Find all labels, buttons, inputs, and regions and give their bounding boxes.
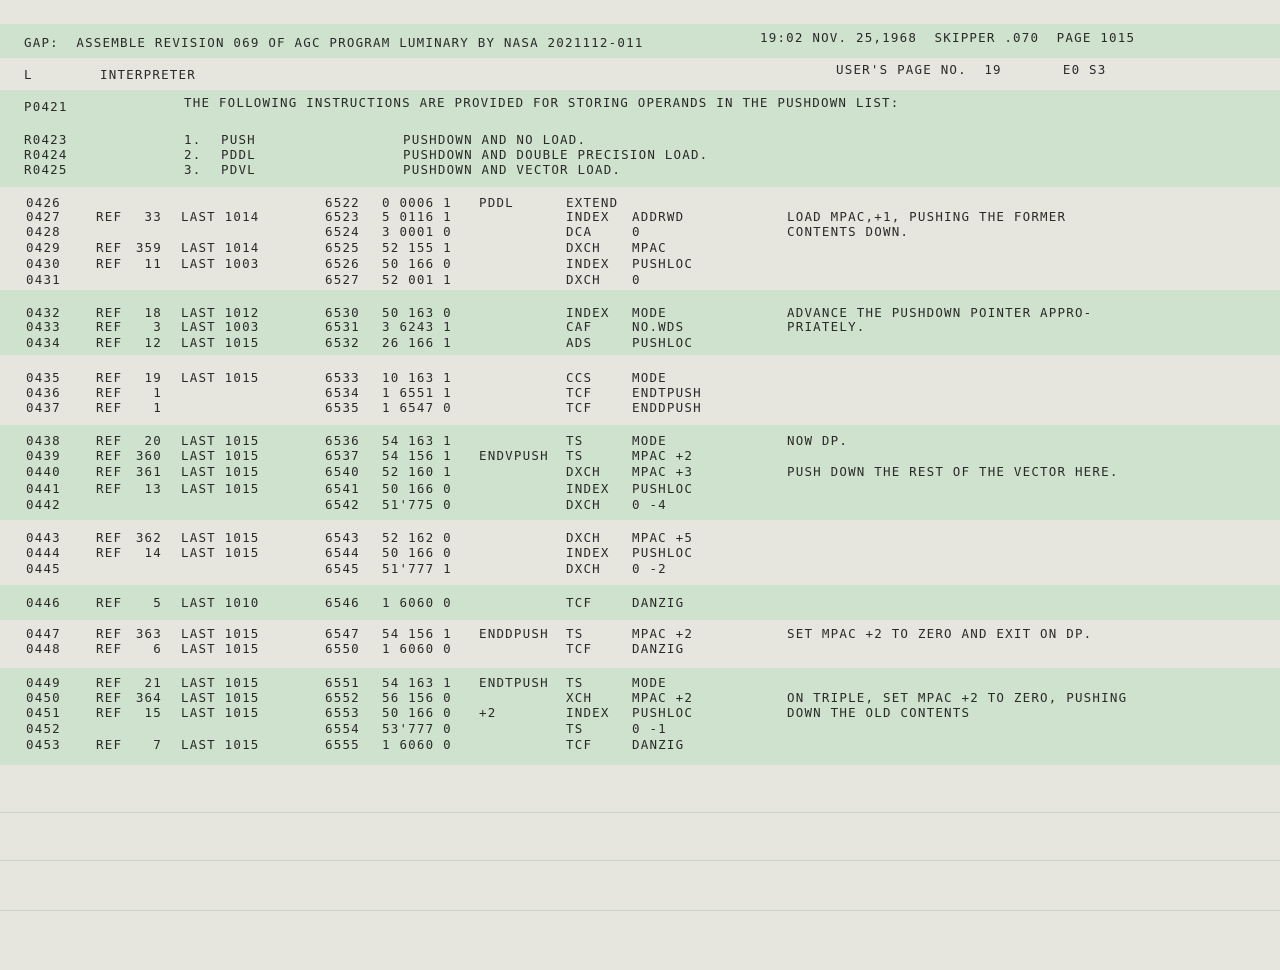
address: 6551	[325, 675, 360, 690]
header-user-page: USER'S PAGE NO. 19 E0 S3	[836, 62, 1107, 77]
ref-keyword: REF	[96, 305, 123, 320]
octal-code: 50 166 0	[382, 545, 452, 560]
octal-code: 53'777 0	[382, 721, 452, 736]
ref-keyword: REF	[96, 705, 123, 720]
intro-item-description: PUSHDOWN AND DOUBLE PRECISION LOAD.	[403, 147, 709, 162]
code-row	[0, 210, 1280, 224]
operand: MODE	[632, 433, 667, 448]
address: 6527	[325, 272, 360, 287]
opcode: TCF	[566, 641, 593, 656]
line-number: 0432	[26, 305, 61, 320]
line-number: 0448	[26, 641, 61, 656]
opcode: TS	[566, 626, 584, 641]
operand: DANZIG	[632, 737, 685, 752]
code-row	[0, 273, 1280, 287]
code-row	[0, 642, 1280, 656]
code-row	[0, 371, 1280, 385]
comment: PRIATELY.	[787, 319, 866, 334]
last-page-ref: LAST 1015	[181, 370, 260, 385]
ref-count: 364	[135, 690, 162, 705]
ref-keyword: REF	[96, 626, 123, 641]
opcode: INDEX	[566, 305, 610, 320]
comment: PUSH DOWN THE REST OF THE VECTOR HERE.	[787, 464, 1119, 479]
comment: SET MPAC +2 TO ZERO AND EXIT ON DP.	[787, 626, 1093, 641]
opcode: DXCH	[566, 561, 601, 576]
label: PDDL	[479, 195, 514, 210]
intro-item-index: 3.	[184, 162, 202, 177]
code-row	[0, 531, 1280, 545]
octal-code: 54 163 1	[382, 433, 452, 448]
last-page-ref: LAST 1015	[181, 705, 260, 720]
operand: DANZIG	[632, 641, 685, 656]
address: 6534	[325, 385, 360, 400]
last-page-ref: LAST 1003	[181, 319, 260, 334]
octal-code: 1 6060 0	[382, 641, 452, 656]
line-number: 0447	[26, 626, 61, 641]
ref-count: 21	[144, 675, 162, 690]
line-number: 0452	[26, 721, 61, 736]
code-row	[0, 738, 1280, 752]
line-number: 0435	[26, 370, 61, 385]
paper-band	[0, 765, 1280, 970]
octal-code: 51'777 1	[382, 561, 452, 576]
ref-count: 7	[153, 737, 162, 752]
operand: MPAC +5	[632, 530, 694, 545]
operand: 0 -2	[632, 561, 667, 576]
line-number: 0437	[26, 400, 61, 415]
line-number: 0431	[26, 272, 61, 287]
line-number: 0450	[26, 690, 61, 705]
code-row	[0, 336, 1280, 350]
operand: ENDTPUSH	[632, 385, 702, 400]
comment: NOW DP.	[787, 433, 849, 448]
ref-count: 3	[153, 319, 162, 334]
ref-count: 361	[135, 464, 162, 479]
line-number: 0436	[26, 385, 61, 400]
ref-count: 33	[144, 209, 162, 224]
code-row	[0, 722, 1280, 736]
operand: MPAC +2	[632, 448, 694, 463]
address: 6541	[325, 481, 360, 496]
ref-count: 13	[144, 481, 162, 496]
address: 6554	[325, 721, 360, 736]
opcode: DXCH	[566, 497, 601, 512]
intro-item-number: R0425	[24, 162, 68, 177]
intro-item	[0, 148, 1280, 162]
address: 6524	[325, 224, 360, 239]
octal-code: 50 166 0	[382, 705, 452, 720]
operand: MPAC +3	[632, 464, 694, 479]
code-row	[0, 306, 1280, 320]
address: 6537	[325, 448, 360, 463]
operand: MPAC	[632, 240, 667, 255]
octal-code: 5 0116 1	[382, 209, 452, 224]
ref-keyword: REF	[96, 481, 123, 496]
ref-count: 6	[153, 641, 162, 656]
octal-code: 54 156 1	[382, 626, 452, 641]
ref-count: 1	[153, 400, 162, 415]
address: 6526	[325, 256, 360, 271]
comment: ADVANCE THE PUSHDOWN POINTER APPRO-	[787, 305, 1093, 320]
last-page-ref: LAST 1014	[181, 240, 260, 255]
last-page-ref: LAST 1015	[181, 545, 260, 560]
opcode: TCF	[566, 595, 593, 610]
octal-code: 52 160 1	[382, 464, 452, 479]
address: 6532	[325, 335, 360, 350]
opcode: INDEX	[566, 209, 610, 224]
code-row	[0, 320, 1280, 334]
opcode: INDEX	[566, 705, 610, 720]
ref-count: 1	[153, 385, 162, 400]
opcode: TS	[566, 433, 584, 448]
intro-item-name: PDDL	[221, 147, 256, 162]
line-number: 0444	[26, 545, 61, 560]
ref-keyword: REF	[96, 385, 123, 400]
last-page-ref: LAST 1015	[181, 641, 260, 656]
address: 6535	[325, 400, 360, 415]
octal-code: 52 155 1	[382, 240, 452, 255]
octal-code: 52 162 0	[382, 530, 452, 545]
code-row	[0, 562, 1280, 576]
ref-keyword: REF	[96, 448, 123, 463]
opcode: ADS	[566, 335, 593, 350]
operand: NO.WDS	[632, 319, 685, 334]
opcode: INDEX	[566, 256, 610, 271]
last-page-ref: LAST 1015	[181, 335, 260, 350]
code-row	[0, 465, 1280, 479]
label: ENDTPUSH	[479, 675, 549, 690]
comment: ON TRIPLE, SET MPAC +2 TO ZERO, PUSHING	[787, 690, 1128, 705]
intro-item-name: PDVL	[221, 162, 256, 177]
operand: PUSHLOC	[632, 545, 694, 560]
ref-count: 14	[144, 545, 162, 560]
line-number: 0428	[26, 224, 61, 239]
paper-rule	[0, 860, 1280, 861]
comment: DOWN THE OLD CONTENTS	[787, 705, 971, 720]
address: 6540	[325, 464, 360, 479]
ref-keyword: REF	[96, 675, 123, 690]
opcode: DXCH	[566, 530, 601, 545]
last-page-ref: LAST 1015	[181, 737, 260, 752]
line-number: 0443	[26, 530, 61, 545]
ref-keyword: REF	[96, 530, 123, 545]
operand: MODE	[632, 370, 667, 385]
last-page-ref: LAST 1015	[181, 626, 260, 641]
operand: 0	[632, 224, 641, 239]
ref-count: 11	[144, 256, 162, 271]
operand: ADDRWD	[632, 209, 685, 224]
opcode: DXCH	[566, 464, 601, 479]
octal-code: 50 163 0	[382, 305, 452, 320]
code-row	[0, 257, 1280, 271]
operand: 0	[632, 272, 641, 287]
address: 6546	[325, 595, 360, 610]
address: 6536	[325, 433, 360, 448]
last-page-ref: LAST 1003	[181, 256, 260, 271]
line-number: 0439	[26, 448, 61, 463]
line-number: 0451	[26, 705, 61, 720]
operand: MPAC +2	[632, 626, 694, 641]
octal-code: 10 163 1	[382, 370, 452, 385]
code-row	[0, 225, 1280, 239]
last-page-ref: LAST 1015	[181, 690, 260, 705]
ref-keyword: REF	[96, 319, 123, 334]
ref-keyword: REF	[96, 370, 123, 385]
intro-item	[0, 133, 1280, 147]
address: 6555	[325, 737, 360, 752]
intro-item-name: PUSH	[221, 132, 256, 147]
intro-item-description: PUSHDOWN AND VECTOR LOAD.	[403, 162, 622, 177]
line-number: 0453	[26, 737, 61, 752]
code-row	[0, 627, 1280, 641]
octal-code: 3 0001 0	[382, 224, 452, 239]
operand: DANZIG	[632, 595, 685, 610]
address: 6543	[325, 530, 360, 545]
ref-count: 363	[135, 626, 162, 641]
code-row	[0, 596, 1280, 610]
octal-code: 50 166 0	[382, 256, 452, 271]
operand: PUSHLOC	[632, 705, 694, 720]
address: 6531	[325, 319, 360, 334]
last-page-ref: LAST 1015	[181, 530, 260, 545]
code-row	[0, 434, 1280, 448]
header-title: GAP: ASSEMBLE REVISION 069 OF AGC PROGRAM LUMINARY BY NASA 2021112-011	[24, 35, 644, 50]
line-number: 0445	[26, 561, 61, 576]
opcode: INDEX	[566, 545, 610, 560]
last-page-ref: LAST 1015	[181, 481, 260, 496]
code-row	[0, 676, 1280, 690]
ref-count: 15	[144, 705, 162, 720]
opcode: CAF	[566, 319, 593, 334]
octal-code: 50 166 0	[382, 481, 452, 496]
octal-code: 54 163 1	[382, 675, 452, 690]
opcode: DXCH	[566, 272, 601, 287]
ref-count: 19	[144, 370, 162, 385]
intro-item-number: R0424	[24, 147, 68, 162]
code-row	[0, 546, 1280, 560]
ref-count: 362	[135, 530, 162, 545]
ref-keyword: REF	[96, 595, 123, 610]
code-row	[0, 449, 1280, 463]
address: 6522	[325, 195, 360, 210]
address: 6523	[325, 209, 360, 224]
intro-item-index: 1.	[184, 132, 202, 147]
ref-count: 359	[135, 240, 162, 255]
operand: PUSHLOC	[632, 335, 694, 350]
paper-rule	[0, 812, 1280, 813]
line-number: 0438	[26, 433, 61, 448]
ref-count: 18	[144, 305, 162, 320]
operand: PUSHLOC	[632, 481, 694, 496]
octal-code: 0 0006 1	[382, 195, 452, 210]
ref-keyword: REF	[96, 545, 123, 560]
opcode: DCA	[566, 224, 593, 239]
last-page-ref: LAST 1015	[181, 433, 260, 448]
ref-keyword: REF	[96, 690, 123, 705]
label: ENDDPUSH	[479, 626, 549, 641]
intro-text: THE FOLLOWING INSTRUCTIONS ARE PROVIDED FOR STORING OPERANDS IN THE PUSHDOWN LIST:	[184, 95, 900, 110]
code-row	[0, 691, 1280, 705]
last-page-ref: LAST 1015	[181, 448, 260, 463]
octal-code: 54 156 1	[382, 448, 452, 463]
header-timestamp-page: 19:02 NOV. 25,1968 SKIPPER .070 PAGE 1015	[760, 30, 1136, 45]
ref-count: 20	[144, 433, 162, 448]
ref-keyword: REF	[96, 464, 123, 479]
opcode: TCF	[566, 400, 593, 415]
octal-code: 1 6547 0	[382, 400, 452, 415]
ref-keyword: REF	[96, 641, 123, 656]
ref-count: 12	[144, 335, 162, 350]
octal-code: 51'775 0	[382, 497, 452, 512]
ref-keyword: REF	[96, 400, 123, 415]
code-row	[0, 706, 1280, 720]
code-row	[0, 498, 1280, 512]
operand: MPAC +2	[632, 690, 694, 705]
line-number: 0427	[26, 209, 61, 224]
comment: CONTENTS DOWN.	[787, 224, 910, 239]
opcode: INDEX	[566, 481, 610, 496]
address: 6542	[325, 497, 360, 512]
comment: LOAD MPAC,+1, PUSHING THE FORMER	[787, 209, 1067, 224]
code-row	[0, 386, 1280, 400]
last-page-ref: LAST 1015	[181, 675, 260, 690]
code-row	[0, 482, 1280, 496]
header-listing-flag: L	[24, 67, 33, 82]
octal-code: 52 001 1	[382, 272, 452, 287]
ref-keyword: REF	[96, 209, 123, 224]
address: 6553	[325, 705, 360, 720]
opcode: XCH	[566, 690, 593, 705]
address: 6525	[325, 240, 360, 255]
ref-keyword: REF	[96, 240, 123, 255]
ref-keyword: REF	[96, 335, 123, 350]
code-row	[0, 241, 1280, 255]
address: 6533	[325, 370, 360, 385]
paper-band	[0, 0, 1280, 24]
octal-code: 3 6243 1	[382, 319, 452, 334]
operand: MODE	[632, 675, 667, 690]
operand: 0 -4	[632, 497, 667, 512]
ref-keyword: REF	[96, 433, 123, 448]
operand: MODE	[632, 305, 667, 320]
address: 6547	[325, 626, 360, 641]
code-row	[0, 401, 1280, 415]
line-number: 0440	[26, 464, 61, 479]
address: 6552	[325, 690, 360, 705]
ref-count: 5	[153, 595, 162, 610]
line-number: 0446	[26, 595, 61, 610]
line-number: 0429	[26, 240, 61, 255]
intro-item-index: 2.	[184, 147, 202, 162]
line-number: 0433	[26, 319, 61, 334]
address: 6544	[325, 545, 360, 560]
ref-count: 360	[135, 448, 162, 463]
intro-item-description: PUSHDOWN AND NO LOAD.	[403, 132, 587, 147]
octal-code: 56 156 0	[382, 690, 452, 705]
opcode: TCF	[566, 385, 593, 400]
opcode: EXTEND	[566, 195, 619, 210]
ref-keyword: REF	[96, 737, 123, 752]
line-number: 0426	[26, 195, 61, 210]
address: 6530	[325, 305, 360, 320]
line-number: 0430	[26, 256, 61, 271]
octal-code: 26 166 1	[382, 335, 452, 350]
address: 6550	[325, 641, 360, 656]
operand: 0 -1	[632, 721, 667, 736]
line-number: 0442	[26, 497, 61, 512]
line-number: 0441	[26, 481, 61, 496]
intro-item-number: R0423	[24, 132, 68, 147]
operand: PUSHLOC	[632, 256, 694, 271]
address: 6545	[325, 561, 360, 576]
opcode: DXCH	[566, 240, 601, 255]
paper-rule	[0, 910, 1280, 911]
octal-code: 1 6060 0	[382, 595, 452, 610]
header-section-name: INTERPRETER	[100, 67, 196, 82]
opcode: TS	[566, 675, 584, 690]
opcode: TCF	[566, 737, 593, 752]
last-page-ref: LAST 1012	[181, 305, 260, 320]
last-page-ref: LAST 1014	[181, 209, 260, 224]
octal-code: 1 6551 1	[382, 385, 452, 400]
octal-code: 1 6060 0	[382, 737, 452, 752]
line-number: 0434	[26, 335, 61, 350]
intro-item	[0, 163, 1280, 177]
last-page-ref: LAST 1015	[181, 464, 260, 479]
intro-line-number: P0421	[24, 99, 68, 114]
last-page-ref: LAST 1010	[181, 595, 260, 610]
opcode: CCS	[566, 370, 593, 385]
label: ENDVPUSH	[479, 448, 549, 463]
line-number: 0449	[26, 675, 61, 690]
ref-keyword: REF	[96, 256, 123, 271]
label: +2	[479, 705, 497, 720]
code-row	[0, 196, 1280, 210]
opcode: TS	[566, 448, 584, 463]
operand: ENDDPUSH	[632, 400, 702, 415]
opcode: TS	[566, 721, 584, 736]
